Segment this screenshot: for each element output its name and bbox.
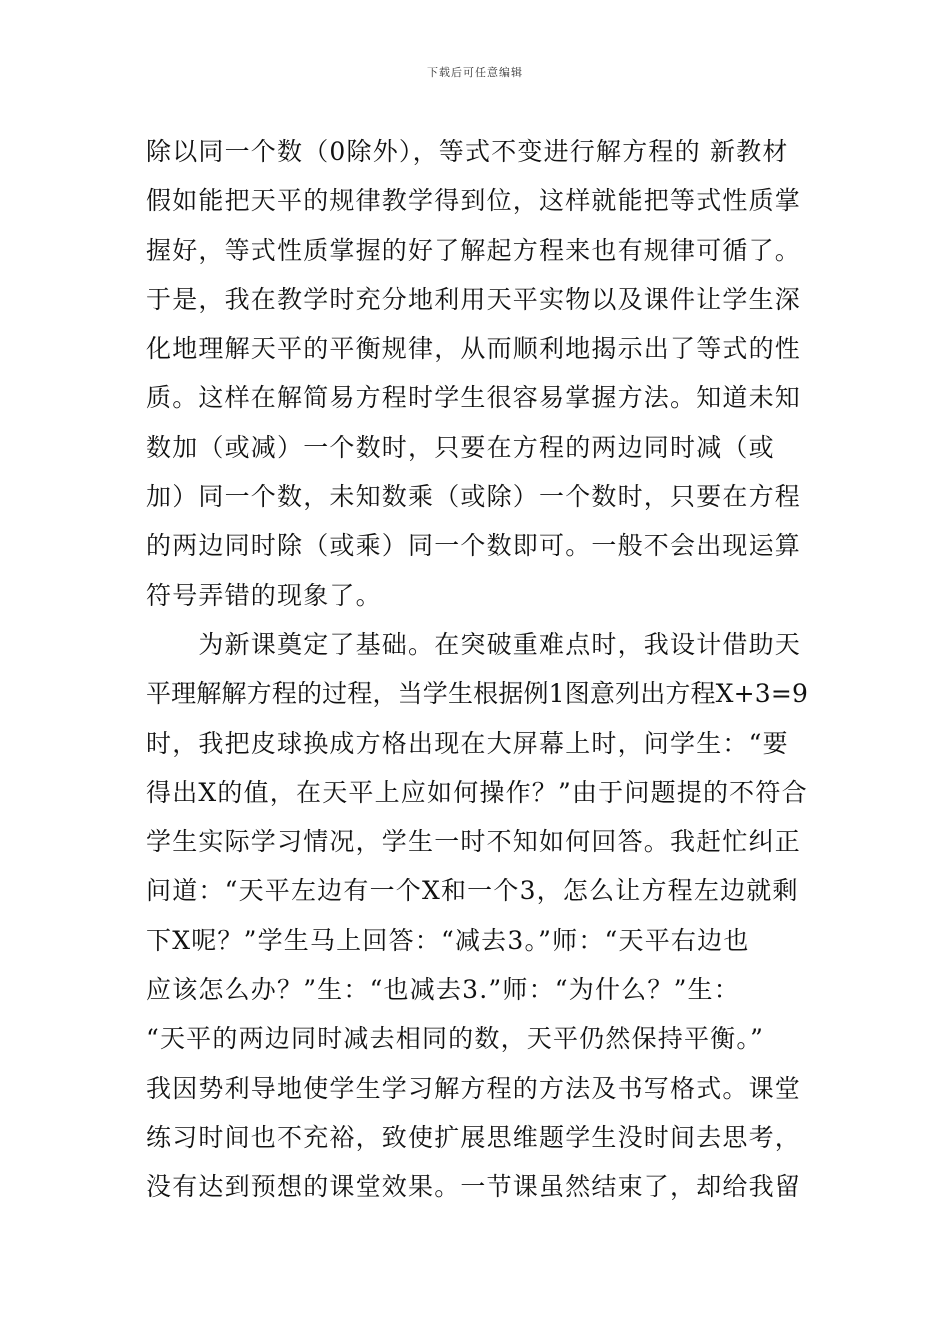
text-line: 得出X的值，在天平上应如何操作？”由于问题提的不符合 — [146, 777, 808, 807]
text-line: 于是，我在教学时充分地利用天平实物以及课件让学生深 — [146, 284, 802, 314]
text-line: 练习时间也不充裕，致使扩展思维题学生没时间去思考， — [146, 1122, 802, 1152]
page-header: 下载后可任意编辑 — [427, 66, 523, 79]
text-line: 问道：“天平左边有一个X和一个3，怎么让方程左边就剩 — [146, 876, 799, 906]
text-line: “天平的两边同时减去相同的数，天平仍然保持平衡。” — [146, 1024, 765, 1054]
text-line: 我因势利导地使学生学习解方程的方法及书写格式。课堂 — [146, 1073, 802, 1103]
text-line: 加）同一个数，未知数乘（或除）一个数时，只要在方程 — [146, 482, 802, 512]
document-body — [146, 127, 808, 1212]
text-line: 时，我把皮球换成方格出现在大屏幕上时，问学生：“要 — [146, 728, 789, 758]
text-line: 除以同一个数（0除外），等式不变进行解方程的 新教材 — [146, 137, 789, 166]
text-line: 数加（或减）一个数时，只要在方程的两边同时减（或 — [146, 432, 775, 462]
text-line: 平理解解方程的过程，当学生根据例1图意列出方程X+3=9 — [146, 679, 808, 709]
text-line: 握好，等式性质掌握的好了解起方程来也有规律可循了。 — [146, 235, 802, 265]
text-line: 学生实际学习情况，学生一时不知如何回答。我赶忙纠正 — [146, 827, 802, 857]
text-line: 符号弄错的现象了。 — [146, 580, 382, 610]
text-line: 没有达到预想的课堂效果。一节课虽然结束了，却给我留 — [146, 1172, 802, 1202]
text-line: 质。这样在解简易方程时学生很容易掌握方法。知道未知 — [146, 383, 802, 413]
text-line: 下X呢？”学生马上回答：“减去3。”师：“天平右边也 — [146, 925, 750, 955]
text-line: 化地理解天平的平衡规律，从而顺利地揭示出了等式的性 — [146, 334, 802, 364]
text-line: 的两边同时除（或乘）同一个数即可。一般不会出现运算 — [146, 531, 802, 561]
text-line: 应该怎么办？”生：“也减去3.”师：“为什么？”生： — [146, 975, 740, 1005]
text-line: 为新课奠定了基础。在突破重难点时，我设计借助天 — [146, 629, 802, 659]
text-line: 假如能把天平的规律教学得到位，这样就能把等式性质掌 — [146, 186, 802, 216]
